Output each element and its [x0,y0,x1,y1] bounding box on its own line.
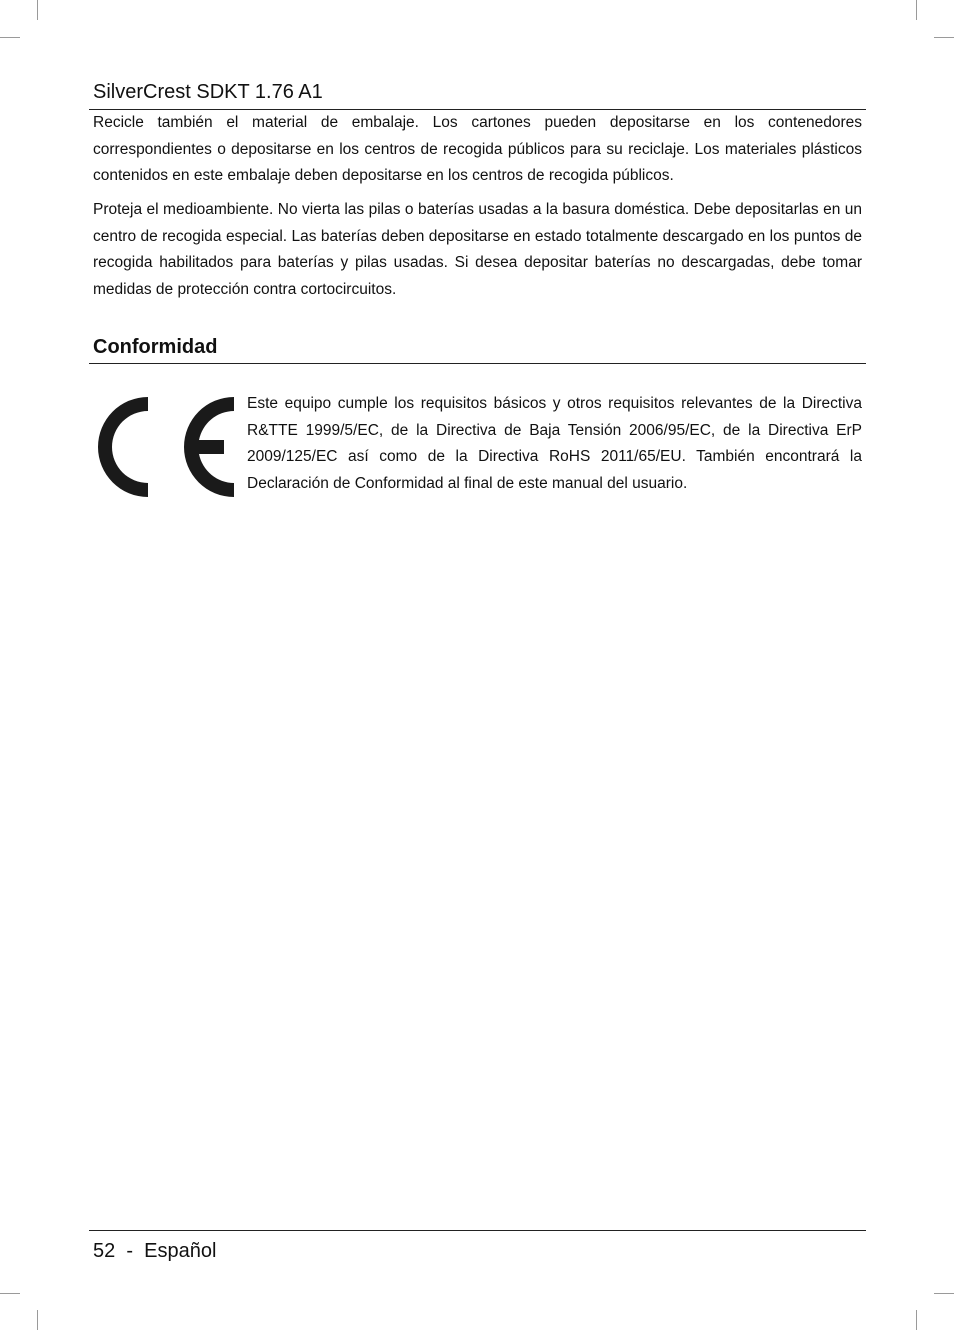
page-header [89,80,866,110]
footer-separator: - [126,1240,134,1262]
crop-mark [0,37,20,38]
conformity-text: Este equipo cumple los requisitos básicos y otros requisitos relevantes de la Directiva R&TTE 1999/5/EC, de la Directiva de Baja Tensión 2006/95/EC, de la Directiva ErP 2009/125/EC así como de la Directiva RoHS 2011/65/EU. También encontrará la Declaración de Conformidad al final de este manual del usuario. [247,395,862,493]
footer-language: Español [144,1240,217,1262]
section-title: Conformidad [93,336,218,358]
section-heading [89,333,866,364]
crop-mark [37,1310,38,1330]
battery-paragraph: Proteja el medioambiente. No vierta las pilas o baterías usadas a la basura doméstica. Debe depositarlas en un centro de recogida especial. Las baterías deben depositarse en estado totalmente descargado en los puntos de recogida habilitados para baterías y pilas usadas. Si desea depositar baterías no descargadas, debe tomar medidas de protección contra cortocircuitos. [93,201,862,299]
page-footer-text [93,1237,216,1265]
crop-mark [934,37,954,38]
crop-mark [37,0,38,20]
crop-mark [916,0,917,20]
crop-mark [934,1293,954,1294]
document-title: SilverCrest SDKT 1.76 A1 [93,81,323,103]
crop-mark [0,1293,20,1294]
page-footer [89,1230,866,1271]
recycling-paragraph: Recicle también el material de embalaje. Los cartones pueden depositarse en los contenedores correspondientes o depositarse en los centros de recogida públicos para su reciclaje. Los materiales plásticos contenidos en este embalaje deben depositarse en los centros de recogida públicos. [93,114,862,185]
crop-mark [916,1310,917,1330]
ce-mark-icon [93,397,234,498]
page-number: 52 [93,1240,116,1262]
